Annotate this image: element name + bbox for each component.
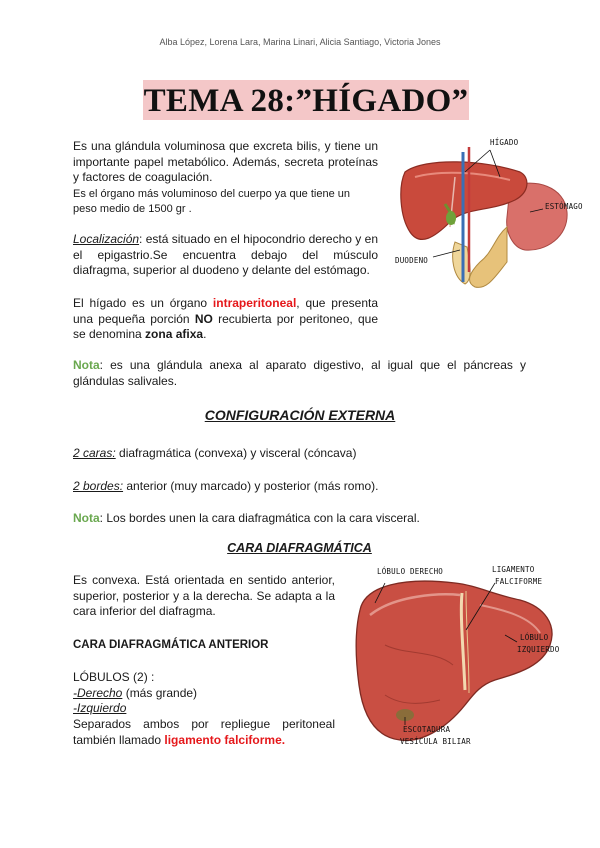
cara-paragraph: Es convexa. Está orientada en sentido anterior, superior, posterior y a la derecha. Se adapta a la cara inferior del diafragma. — [73, 573, 335, 618]
bordes-line — [73, 479, 526, 495]
liver-stomach-illustration — [395, 132, 595, 292]
no-term: NO — [194, 311, 213, 326]
intra-text-4: . — [203, 327, 207, 341]
weight-paragraph: Es el órgano más voluminoso del cuerpo ya que tiene un peso medio de 1500 gr . — [73, 188, 351, 215]
caras-label: 2 caras: — [73, 446, 116, 460]
localization-text: : está situado en el hipocondrio derecho y en el epigastrio.Se encuentra debajo del músculo diafragma, superior al duodeno y delante del estómago. — [73, 232, 378, 277]
ligamento-term: ligamento falciforme. — [164, 732, 286, 747]
label-ligamento: LIGAMENTO — [492, 565, 535, 574]
lobulos-title: LÓBULOS (2) : — [73, 670, 155, 684]
bordes-label: 2 bordes: — [73, 479, 124, 493]
liver-stomach-figure — [395, 132, 595, 292]
intraperitoneal-paragraph — [73, 296, 378, 343]
bordes-text: anterior (muy marcado) y posterior (más romo). — [123, 479, 379, 493]
intraperitoneal-term: intraperitoneal — [212, 296, 297, 310]
localization-label: Localización — [73, 232, 140, 246]
intra-text-2: , que presenta una pequeña porción — [73, 296, 378, 326]
lobulo-derecho-note: (más grande) — [122, 685, 198, 700]
lobulo-izquierdo: -Izquierdo — [73, 701, 127, 715]
label-duodeno: DUODENO — [395, 256, 429, 265]
label-estomago: ESTÓMAGO — [545, 202, 583, 211]
note-bordes — [73, 511, 526, 527]
separados-paragraph — [73, 717, 335, 748]
label-higado: HÍGADO — [490, 138, 519, 147]
label-lobulo-derecho: LÓBULO DERECHO — [377, 567, 444, 576]
note-label: Nota — [73, 358, 100, 372]
liver-anterior-illustration — [345, 555, 590, 755]
liver-anterior-figure — [345, 555, 590, 755]
section-heading-cara: CARA DIAFRAGMÁTICA — [227, 541, 372, 555]
page-title: TEMA 28:”HÍGADO” — [143, 83, 469, 119]
intra-text-1: El hígado es un órgano — [73, 296, 213, 310]
lobulo-derecho: -Derecho — [73, 685, 123, 700]
section-heading-configuracion: CONFIGURACIÓN EXTERNA — [204, 407, 396, 423]
intro-paragraph: Es una glándula voluminosa que excreta bilis, y tiene un importante papel metabólico. Además, secreta proteínas y factores de coagulación. — [73, 139, 378, 184]
separados-text: Separados ambos por repliegue peritoneal también llamado — [73, 717, 335, 747]
label-falciforme: FALCIFORME — [495, 577, 543, 586]
label-vesicula: VESÍCULA BILIAR — [400, 737, 471, 746]
label-izquierdo: IZQUIERDO — [517, 645, 560, 654]
intra-text-3: recubierta por peritoneo, que se denomina — [73, 311, 378, 341]
lobulos-block — [73, 670, 335, 717]
note-text: : es una glándula anexa al aparato digestivo, al igual que el páncreas y glándulas salivales. — [73, 358, 526, 388]
note-bordes-text: : Los bordes unen la cara diafragmática con la cara visceral. — [99, 511, 420, 525]
caras-line — [73, 446, 526, 462]
zona-afixa-term: zona afixa — [145, 327, 204, 341]
authors: Alba López, Lorena Lara, Marina Linari, Alicia Santiago, Victoria Jones — [159, 37, 441, 47]
note-anexa — [73, 358, 526, 389]
localization-paragraph — [73, 232, 378, 279]
subheading-cara-anterior: CARA DIAFRAGMÁTICA ANTERIOR — [73, 639, 269, 651]
label-lobulo: LÓBULO — [520, 633, 549, 642]
label-escotadura: ESCOTADURA — [403, 725, 451, 734]
caras-text: diafragmática (convexa) y visceral (cóncava) — [115, 446, 357, 460]
note-bordes-label: Nota — [73, 511, 100, 525]
